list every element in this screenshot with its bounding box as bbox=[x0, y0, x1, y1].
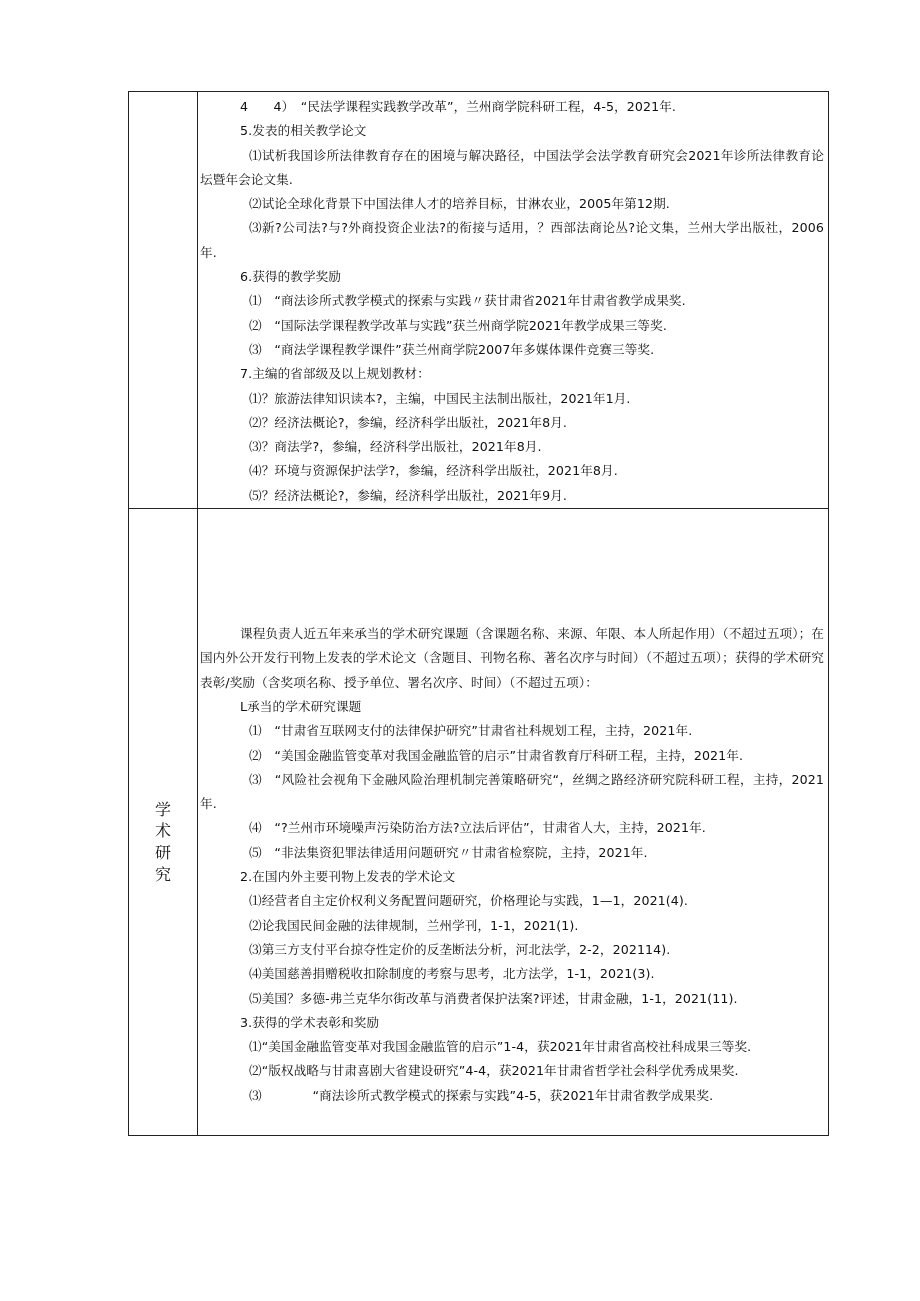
research-top-space bbox=[198, 509, 828, 622]
research-paragraph-17: ⑶ “商法诊所式教学模式的探索与实践”4-5，获2021年甘肃省教学成果奖. bbox=[249, 1087, 714, 1103]
research-paragraph-8: 2.在国内外主要刊物上发表的学术论文 bbox=[240, 869, 456, 885]
section-label-cell-empty bbox=[129, 92, 198, 509]
research-paragraph-5: ⑶ “风险社会视角下金融风险治理机制完善策略研究“，丝绸之路经济研究院科研工程，主持，2021年. bbox=[200, 771, 824, 812]
research-paragraph-15: ⑴“美国金融监管变革对我国金融监管的启示”1-4，获2021年甘肃省高校社科成果三等奖. bbox=[249, 1039, 752, 1055]
document-table bbox=[128, 91, 829, 1136]
section-label-research-wrapper bbox=[129, 509, 197, 1135]
research-paragraph-6: ⑷ “?兰州市环境噪声污染防治方法?立法后评估”，甘肃省人大，主持，2021年. bbox=[249, 820, 706, 836]
teaching-paragraph-3: ⑴试析我国诊所法律教育存在的困境与解决路径，中国法学会法学教育研究会2021年诊所法律教育论坛暨年会论文集. bbox=[200, 147, 824, 187]
teaching-paragraph-11: ⑴？旅游法律知识读本?，主编，中国民主法制出版社，2021年1月. bbox=[249, 390, 631, 406]
research-paragraph-3: ⑴ “甘肃省互联网支付的法律保护研究”甘肃省社科规划工程，主持，2021年. bbox=[249, 723, 693, 739]
teaching-paragraph-13: ⑶？商法学?，参编，经济科学出版社，2021年8月. bbox=[249, 439, 542, 455]
teaching-paragraph-14: ⑷？环境与资源保护法学?，参编，经济科学出版社，2021年8月. bbox=[249, 463, 618, 479]
table-row-research bbox=[129, 509, 829, 1136]
section-label-research: 学术研究 bbox=[154, 799, 171, 884]
teaching-paragraph-2: 5.发表的相关教学论文 bbox=[240, 123, 367, 139]
research-content bbox=[198, 622, 828, 1108]
section-label-cell-research bbox=[129, 509, 198, 1136]
research-paragraph-1: 课程负责人近五年来承当的学术研究课题（含课题名称、来源、年限、本人所起作用）（不超过五项）；在国内外公开发行刊物上发表的学术论文（含题目、刊物名称、著名次序与时间）（不超过五项）；获得的学术研究表彰/奖励（含奖项名称、授予单位、署名次序、时间）（不超过五项）： bbox=[200, 626, 825, 690]
section-label-empty-wrapper bbox=[129, 92, 197, 508]
research-paragraph-7: ⑸ “非法集资犯罪法律适用问题研究〃甘肃省检察院，主持，2021年. bbox=[249, 844, 648, 860]
research-paragraph-16: ⑵“版权战略与甘肃喜剧大省建设研究”4-4，获2021年甘肃省哲学社会科学优秀成果奖. bbox=[249, 1063, 739, 1079]
research-paragraph-4: ⑵ “美国金融监管变革对我国金融监管的启示”甘肃省教育厅科研工程，主持，2021年. bbox=[249, 747, 744, 763]
teaching-paragraph-8: ⑵ “国际法学课程教学改革与实践”获兰州商学院2021年教学成果三等奖. bbox=[249, 317, 667, 333]
teaching-content bbox=[198, 92, 828, 508]
research-paragraph-13: ⑸美国？多德-弗兰克华尔街改革与消费者保护法案?评述，甘肃金融，1-1，2021(11). bbox=[249, 990, 738, 1006]
teaching-paragraph-15: ⑸？经济法概论?，参编，经济科学出版社，2021年9月. bbox=[249, 487, 568, 503]
research-content-cell bbox=[198, 509, 829, 1136]
teaching-paragraph-1: 4 4） “民法学课程实践教学改革”，兰州商学院科研工程，4-5，2021年. bbox=[240, 99, 677, 114]
teaching-paragraph-12: ⑵？经济法概论?，参编，经济科学出版社，2021年8月. bbox=[249, 414, 568, 430]
teaching-paragraph-7: ⑴ “商法诊所式教学模式的探索与实践〃获甘肃省2021年甘肃省教学成果奖. bbox=[249, 293, 686, 309]
research-paragraph-9: ⑴经营者自主定价权利义务配置问题研究，价格理论与实践，1—1，2021(4). bbox=[249, 893, 689, 909]
teaching-paragraph-10: 7.主编的省部级及以上规划教材： bbox=[240, 366, 430, 382]
teaching-paragraph-5: ⑶新?公司法?与?外商投资企业法?的衔接与适用，？西部法商论丛?论文集，兰州大学出版社，2006年. bbox=[200, 220, 824, 260]
teaching-paragraph-9: ⑶ “商法学课程教学课件”获兰州商学院2007年多媒体课件竞赛三等奖. bbox=[249, 341, 655, 357]
research-paragraph-2: L承当的学术研究课题 bbox=[240, 698, 362, 714]
research-paragraph-10: ⑵论我国民间金融的法律规制，兰州学刊，1-1，2021(1). bbox=[249, 917, 579, 933]
teaching-content-cell bbox=[198, 92, 829, 509]
teaching-paragraph-6: 6.获得的教学奖励 bbox=[240, 269, 342, 285]
teaching-paragraph-4: ⑵试论全球化背景下中国法律人才的培养目标，甘淋农业，2005年第12期. bbox=[249, 196, 670, 212]
research-paragraph-14: 3.获得的学术表彰和奖励 bbox=[240, 1014, 380, 1030]
table-row-teaching bbox=[129, 92, 829, 509]
research-paragraph-12: ⑷美国慈善捐赠税收扣除制度的考察与思考，北方法学，1-1，2021(3). bbox=[249, 966, 655, 982]
research-paragraph-11: ⑶第三方支付平台掠夺性定价的反垄断法分析，河北法学，2-2，202114). bbox=[249, 941, 671, 957]
